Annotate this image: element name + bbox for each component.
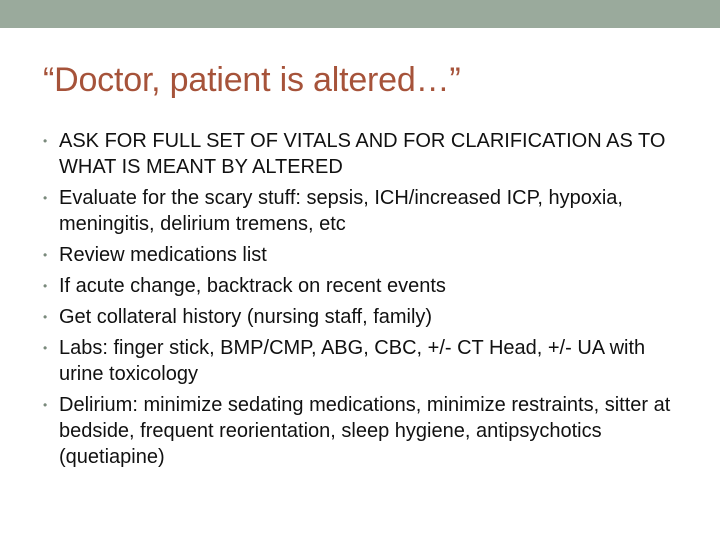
bullet-text: Review medications list [59,244,267,266]
bullet-text: ASK FOR FULL SET OF VITALS AND FOR CLARIFICATION AS TO WHAT IS MEANT BY ALTERED [59,130,666,178]
bullet-text: Evaluate for the scary stuff: sepsis, ICH/increased ICP, hypoxia, meningitis, delirium tremens, etc [59,187,623,235]
bullet-item-collateral-history [43,304,673,330]
bullet-item-medications [43,242,673,268]
bullet-item-delirium [43,392,673,470]
bullet-item-labs [43,335,673,387]
bullet-item-acute-change [43,273,673,299]
top-accent-band [0,0,720,28]
bullet-item-vitals [43,128,673,180]
bullet-marker: • [43,341,48,355]
bullet-marker: • [43,279,48,293]
bullet-text: Delirium: minimize sedating medications, minimize restraints, sitter at bedside, frequent reorientation, sleep hygiene, antipsychotics (quetiapine) [59,394,671,468]
bullet-marker: • [43,310,48,324]
bullet-marker: • [43,248,48,262]
bullet-list [43,128,673,475]
bullet-text: Labs: finger stick, BMP/CMP, ABG, CBC, +/- CT Head, +/- UA with urine toxicology [59,337,646,385]
bullet-marker: • [43,398,48,412]
bullet-text: Get collateral history (nursing staff, family) [59,306,433,328]
bullet-text: If acute change, backtrack on recent events [59,275,446,297]
bullet-marker: • [43,134,48,148]
bullet-marker: • [43,191,48,205]
bullet-item-scary-stuff [43,185,673,237]
slide-title: “Doctor, patient is altered…” [43,61,461,99]
